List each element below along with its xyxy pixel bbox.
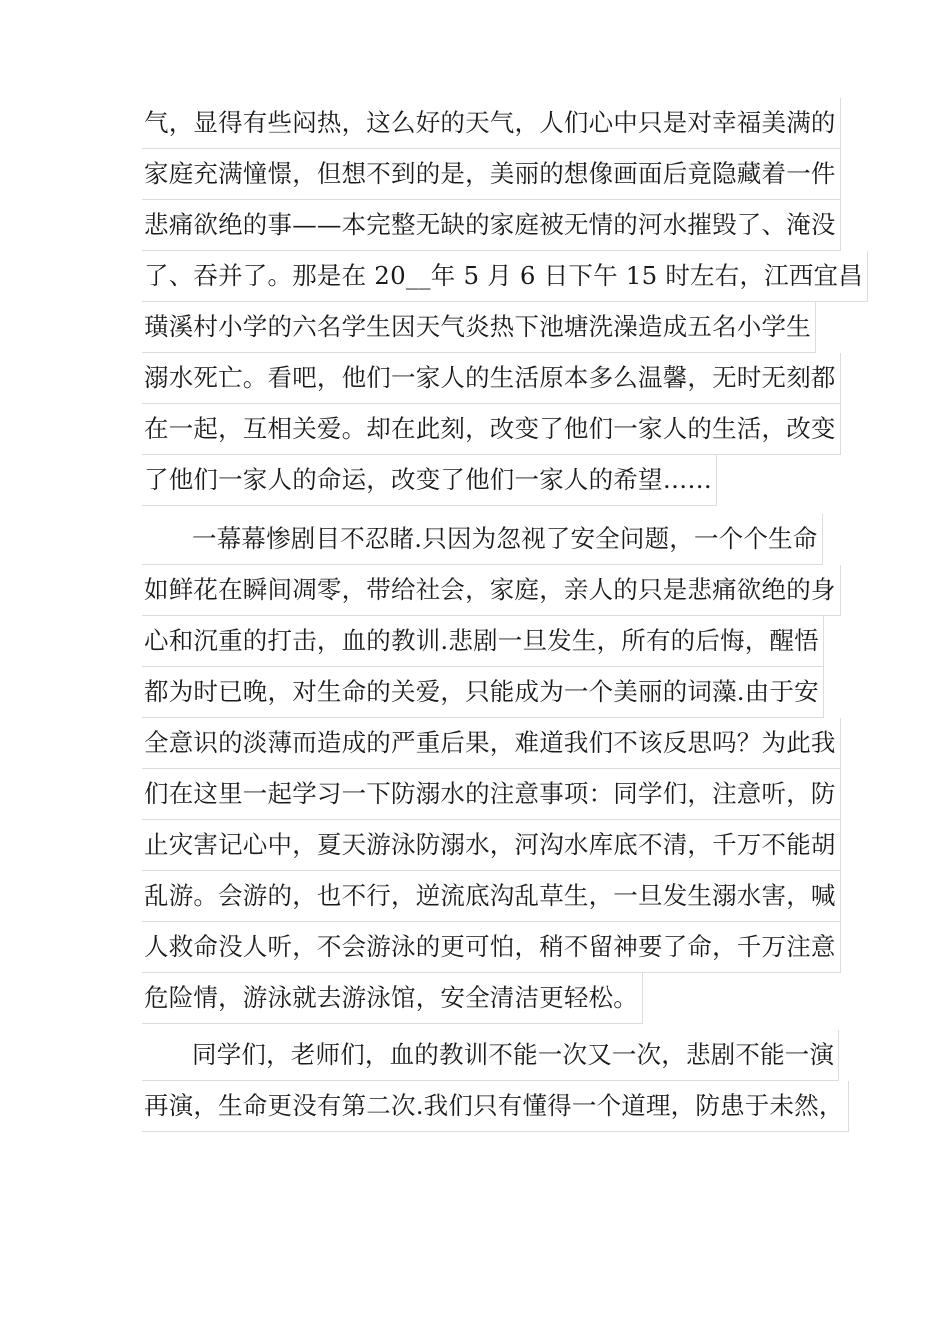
- text-line: 乱游。会游的，也不行，逆流底沟乱草生，一旦发生溺水害，喊: [142, 870, 841, 921]
- text-line: 家庭充满憧憬，但想不到的是，美丽的想像画面后竟隐藏着一件: [142, 148, 868, 199]
- text-line: 了、吞并了。那是在 20__年 5 月 6 日下午 15 时左右，江西宜昌: [142, 250, 868, 301]
- text-line: 危险情，游泳就去游泳馆，安全清洁更轻松。: [142, 972, 841, 1023]
- text-line: 止灾害记心中，夏天游泳防溺水，河沟水库底不清，千万不能胡: [142, 819, 841, 870]
- text-line: 璜溪村小学的六名学生因天气炎热下池塘洗澡造成五名小学生: [142, 301, 868, 352]
- text-line: 心和沉重的打击，血的教训.悲剧一旦发生，所有的后悔，醒悟: [142, 615, 841, 666]
- text-line: 悲痛欲绝的事——本完整无缺的家庭被无情的河水摧毁了、淹没: [142, 199, 868, 250]
- paragraph-1: [142, 97, 868, 505]
- text-line: 人救命没人听，不会游泳的更可怕，稍不留神要了命，千万注意: [142, 921, 841, 972]
- text-line: 一幕幕惨剧目不忍睹.只因为忽视了安全问题，一个个生命: [142, 513, 841, 564]
- text-line: 全意识的淡薄而造成的严重后果，难道我们不该反思吗？为此我: [142, 717, 841, 768]
- text-line: 了他们一家人的命运，改变了他们一家人的希望……: [142, 454, 868, 505]
- text-line: 在一起，互相关爱。却在此刻，改变了他们一家人的生活，改变: [142, 403, 868, 454]
- text-line: 气，显得有些闷热，这么好的天气，人们心中只是对幸福美满的: [142, 97, 868, 148]
- text-line: 同学们，老师们，血的教训不能一次又一次，悲剧不能一演: [142, 1029, 849, 1080]
- text-line: 都为时已晚，对生命的关爱，只能成为一个美丽的词藻.由于安: [142, 666, 841, 717]
- text-line: 再演，生命更没有第二次.我们只有懂得一个道理，防患于未然，: [142, 1080, 849, 1131]
- text-line: 们在这里一起学习一下防溺水的注意事项：同学们，注意听，防: [142, 768, 841, 819]
- text-line: 如鲜花在瞬间凋零，带给社会，家庭，亲人的只是悲痛欲绝的身: [142, 564, 841, 615]
- paragraph-2: [142, 513, 841, 1023]
- text-line: 溺水死亡。看吧，他们一家人的生活原本多么温馨，无时无刻都: [142, 352, 868, 403]
- paragraph-3: [142, 1029, 849, 1131]
